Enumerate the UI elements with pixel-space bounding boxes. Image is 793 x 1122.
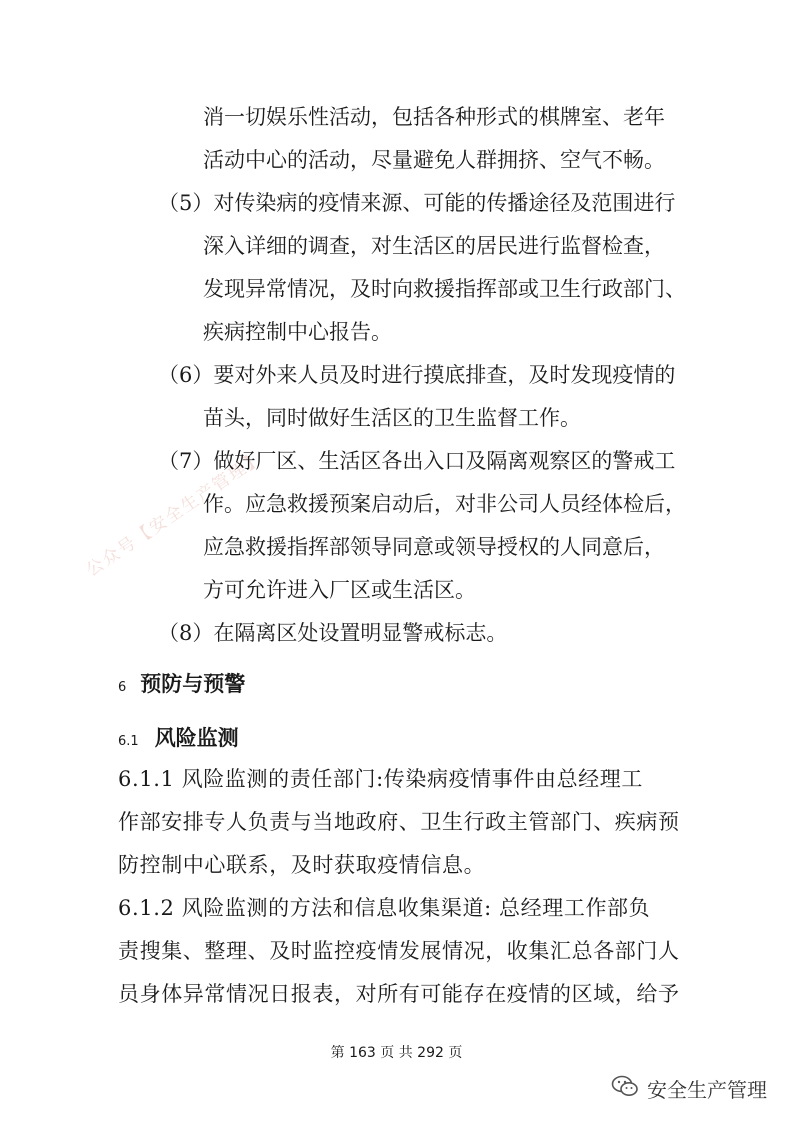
- para-line: 防控制中心联系，及时获取疫情信息。: [118, 853, 486, 877]
- wechat-icon: [611, 1074, 639, 1103]
- body-line: （7）做好厂区、生活区各出入口及隔离观察区的警戒工: [158, 449, 676, 473]
- page-footer: 第 163 页 共 292 页: [330, 1045, 463, 1061]
- section-heading: [118, 668, 245, 698]
- body-line: 发现异常情况，及时向救援指挥部或卫生行政部门、: [203, 277, 686, 301]
- subsection-title: 风险监测: [154, 726, 239, 750]
- body-line: （5）对传染病的疫情来源、可能的传播途径及范围进行: [158, 191, 676, 215]
- section-title: 预防与预警: [140, 672, 246, 696]
- body-line: 方可允许进入厂区或生活区。: [203, 578, 476, 602]
- body-line: 深入详细的调查，对生活区的居民进行监督检查，: [203, 234, 665, 258]
- watermark: 公众号【安全生产管理】: [82, 447, 268, 581]
- subsection-number: 6.1: [118, 734, 139, 749]
- body-line: 作。应急救援预案启动后，对非公司人员经体检后，: [203, 492, 686, 516]
- para-line: 员身体异常情况日报表，对所有可能存在疫情的区域，给予: [118, 982, 680, 1006]
- para-line: 作部安排专人负责与当地政府、卫生行政主管部门、疾病预: [118, 810, 680, 834]
- body-line: 应急救援指挥部领导同意或领导授权的人同意后，: [203, 535, 665, 559]
- brand-mark: [611, 1074, 767, 1103]
- body-line: 消一切娱乐性活动，包括各种形式的棋牌室、老年: [203, 105, 665, 129]
- para-line: 6.1.2 风险监测的方法和信息收集渠道: 总经理工作部负: [118, 896, 651, 920]
- section-number: 6: [118, 680, 127, 695]
- para-line: 责搜集、整理、及时监控疫情发展情况，收集汇总各部门人: [118, 939, 680, 963]
- para-line: 6.1.1 风险监测的责任部门:传染病疫情事件由总经理工: [118, 767, 643, 791]
- body-line: 活动中心的活动，尽量避免人群拥挤、空气不畅。: [203, 148, 665, 172]
- body-line: 疾病控制中心报告。: [203, 320, 392, 344]
- body-line: （8）在隔离区处设置明显警戒标志。: [158, 621, 508, 645]
- body-line: 苗头，同时做好生活区的卫生监督工作。: [203, 406, 581, 430]
- subsection-heading: [118, 722, 239, 752]
- body-line: （6）要对外来人员及时进行摸底排查，及时发现疫情的: [158, 363, 676, 387]
- brand-name: 安全生产管理: [647, 1078, 767, 1102]
